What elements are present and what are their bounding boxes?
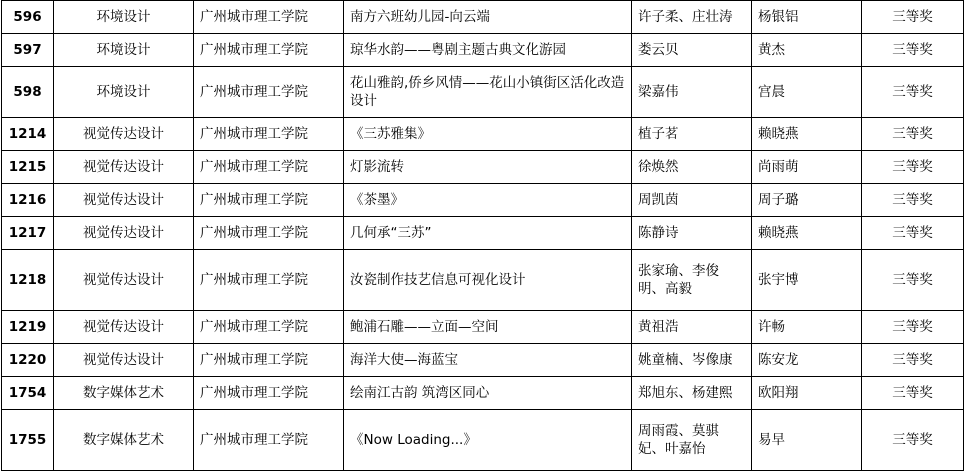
cell-teacher: 黄杰: [752, 34, 862, 67]
cell-school: 广州城市理工学院: [194, 151, 344, 184]
cell-school: 广州城市理工学院: [194, 217, 344, 250]
cell-work: 《Now Loading...》: [344, 410, 632, 471]
cell-award: 三等奖: [862, 344, 964, 377]
cell-student: 梁嘉伟: [632, 67, 752, 118]
cell-teacher: 杨银铝: [752, 1, 862, 34]
cell-major: 视觉传达设计: [54, 118, 194, 151]
cell-id: 1754: [2, 377, 54, 410]
cell-teacher: 赖晓燕: [752, 118, 862, 151]
cell-school: 广州城市理工学院: [194, 250, 344, 311]
cell-teacher: 许畅: [752, 311, 862, 344]
cell-school: 广州城市理工学院: [194, 184, 344, 217]
cell-award: 三等奖: [862, 410, 964, 471]
cell-work: 花山雅韵,侨乡风情——花山小镇街区活化改造设计: [344, 67, 632, 118]
cell-work: 《茶墨》: [344, 184, 632, 217]
cell-school: 广州城市理工学院: [194, 377, 344, 410]
table-row: [2, 410, 964, 471]
cell-id: 1220: [2, 344, 54, 377]
cell-major: 环境设计: [54, 67, 194, 118]
cell-award: 三等奖: [862, 151, 964, 184]
cell-work: 绘南江古韵 筑湾区同心: [344, 377, 632, 410]
cell-student: 姚童楠、岑像康: [632, 344, 752, 377]
award-table-body: [2, 1, 964, 471]
cell-teacher: 张宇博: [752, 250, 862, 311]
cell-major: 环境设计: [54, 34, 194, 67]
cell-work: 鲍浦石雕——立面—空间: [344, 311, 632, 344]
cell-student: 徐焕然: [632, 151, 752, 184]
cell-id: 1216: [2, 184, 54, 217]
cell-school: 广州城市理工学院: [194, 344, 344, 377]
cell-id: 597: [2, 34, 54, 67]
table-row: [2, 217, 964, 250]
cell-id: 1214: [2, 118, 54, 151]
table-row: [2, 311, 964, 344]
cell-teacher: 陈安龙: [752, 344, 862, 377]
cell-award: 三等奖: [862, 217, 964, 250]
cell-student: 张家瑜、李俊明、高毅: [632, 250, 752, 311]
cell-student: 黄祖浩: [632, 311, 752, 344]
cell-student: 许子柔、庄壮涛: [632, 1, 752, 34]
cell-award: 三等奖: [862, 1, 964, 34]
cell-work: 南方六班幼儿园-向云端: [344, 1, 632, 34]
cell-award: 三等奖: [862, 311, 964, 344]
cell-student: 周凯茵: [632, 184, 752, 217]
cell-award: 三等奖: [862, 184, 964, 217]
cell-teacher: 易早: [752, 410, 862, 471]
cell-id: 1217: [2, 217, 54, 250]
cell-award: 三等奖: [862, 118, 964, 151]
table-row: [2, 1, 964, 34]
table-row: [2, 151, 964, 184]
cell-work: 几何承“三苏”: [344, 217, 632, 250]
award-table: [1, 0, 964, 471]
cell-school: 广州城市理工学院: [194, 1, 344, 34]
cell-teacher: 宫晨: [752, 67, 862, 118]
cell-student: 周雨霞、莫骐妃、叶嘉怡: [632, 410, 752, 471]
cell-student: 娄云贝: [632, 34, 752, 67]
cell-work: 《三苏雅集》: [344, 118, 632, 151]
cell-award: 三等奖: [862, 34, 964, 67]
cell-school: 广州城市理工学院: [194, 118, 344, 151]
table-row: [2, 377, 964, 410]
cell-student: 郑旭东、杨建熙: [632, 377, 752, 410]
cell-teacher: 欧阳翔: [752, 377, 862, 410]
cell-id: 596: [2, 1, 54, 34]
cell-work: 海洋大使—海蓝宝: [344, 344, 632, 377]
cell-school: 广州城市理工学院: [194, 34, 344, 67]
cell-major: 数字媒体艺术: [54, 377, 194, 410]
cell-teacher: 尚雨萌: [752, 151, 862, 184]
cell-teacher: 赖晓燕: [752, 217, 862, 250]
cell-major: 视觉传达设计: [54, 311, 194, 344]
cell-school: 广州城市理工学院: [194, 410, 344, 471]
cell-id: 1218: [2, 250, 54, 311]
cell-id: 1755: [2, 410, 54, 471]
cell-work: 汝瓷制作技艺信息可视化设计: [344, 250, 632, 311]
table-row: [2, 118, 964, 151]
cell-work: 灯影流转: [344, 151, 632, 184]
cell-major: 视觉传达设计: [54, 217, 194, 250]
table-row: [2, 184, 964, 217]
table-row: [2, 34, 964, 67]
cell-major: 数字媒体艺术: [54, 410, 194, 471]
cell-school: 广州城市理工学院: [194, 311, 344, 344]
cell-award: 三等奖: [862, 67, 964, 118]
cell-work: 琼华水韵——粤剧主题古典文化游园: [344, 34, 632, 67]
cell-award: 三等奖: [862, 377, 964, 410]
cell-student: 陈静诗: [632, 217, 752, 250]
cell-student: 植子茗: [632, 118, 752, 151]
cell-id: 598: [2, 67, 54, 118]
cell-major: 环境设计: [54, 1, 194, 34]
table-row: [2, 344, 964, 377]
cell-major: 视觉传达设计: [54, 344, 194, 377]
cell-major: 视觉传达设计: [54, 184, 194, 217]
cell-award: 三等奖: [862, 250, 964, 311]
cell-school: 广州城市理工学院: [194, 67, 344, 118]
cell-teacher: 周子璐: [752, 184, 862, 217]
table-row: [2, 67, 964, 118]
cell-id: 1215: [2, 151, 54, 184]
cell-major: 视觉传达设计: [54, 151, 194, 184]
cell-major: 视觉传达设计: [54, 250, 194, 311]
cell-id: 1219: [2, 311, 54, 344]
table-row: [2, 250, 964, 311]
